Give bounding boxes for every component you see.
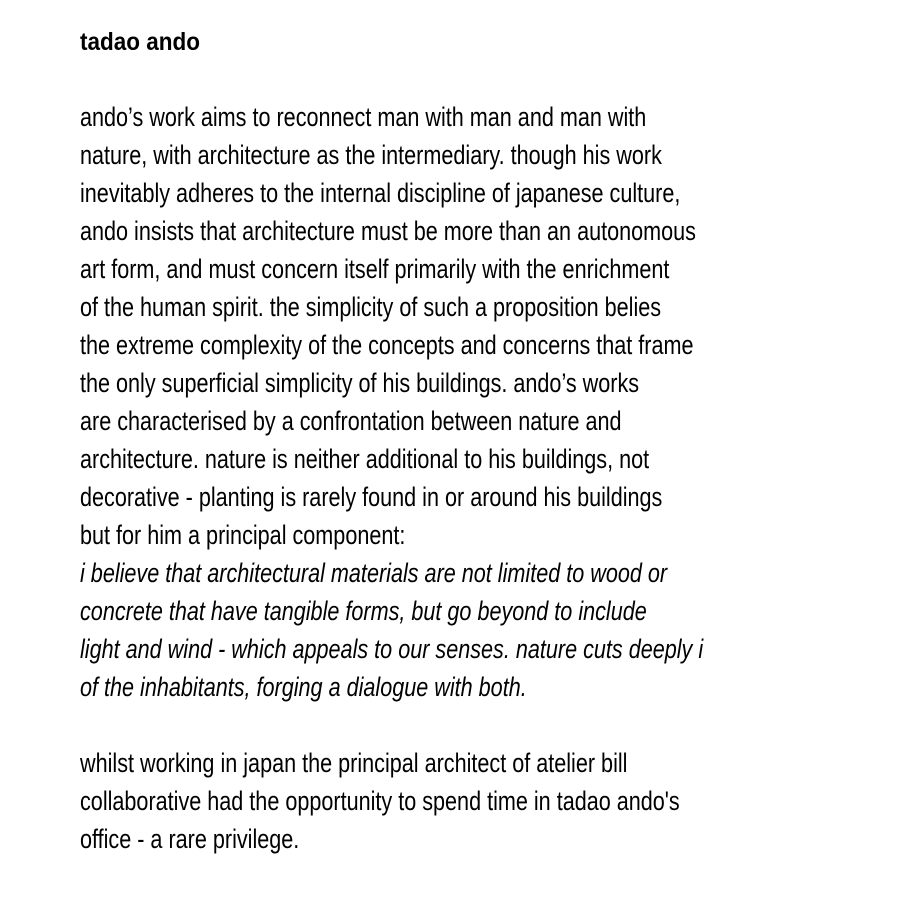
paragraph-line: whilst working in japan the principal architect of atelier bill xyxy=(80,748,628,778)
paragraph-line: the extreme complexity of the concepts and concerns that frame xyxy=(80,330,694,360)
paragraph-line: ando’s work aims to reconnect man with man and man with xyxy=(80,102,647,132)
paragraph-line: of the human spirit. the simplicity of such a proposition belies xyxy=(80,292,662,322)
paragraph-line: inevitably adheres to the internal discipline of japanese culture, xyxy=(80,178,681,208)
quote-line: i believe that architectural materials are not limited to wood or xyxy=(80,558,668,588)
paragraph-line: ando insists that architecture must be more than an autonomous xyxy=(80,216,696,246)
paragraph-line: collaborative had the opportunity to spend time in tadao ando's xyxy=(80,786,680,816)
paragraph-line: art form, and must concern itself primarily with the enrichment xyxy=(80,254,670,284)
paragraph-line: but for him a principal component: xyxy=(80,520,406,550)
quote-line: light and wind - which appeals to our senses. nature cuts deeply i xyxy=(80,634,704,664)
paragraph-line: are characterised by a confrontation between nature and xyxy=(80,406,622,436)
paragraph-line: office - a rare privilege. xyxy=(80,824,300,854)
paragraph-line: architecture. nature is neither additional to his buildings, not xyxy=(80,444,650,474)
paragraph-line: nature, with architecture as the intermediary. though his work xyxy=(80,140,662,170)
paragraph-line: decorative - planting is rarely found in or around his buildings xyxy=(80,482,663,512)
quote-line: concrete that have tangible forms, but go beyond to include xyxy=(80,596,647,626)
paragraph-line: the only superficial simplicity of his buildings. ando’s works xyxy=(80,368,640,398)
quote-line: of the inhabitants, forging a dialogue with both. xyxy=(80,672,527,702)
page-title: tadao ando xyxy=(80,28,201,56)
